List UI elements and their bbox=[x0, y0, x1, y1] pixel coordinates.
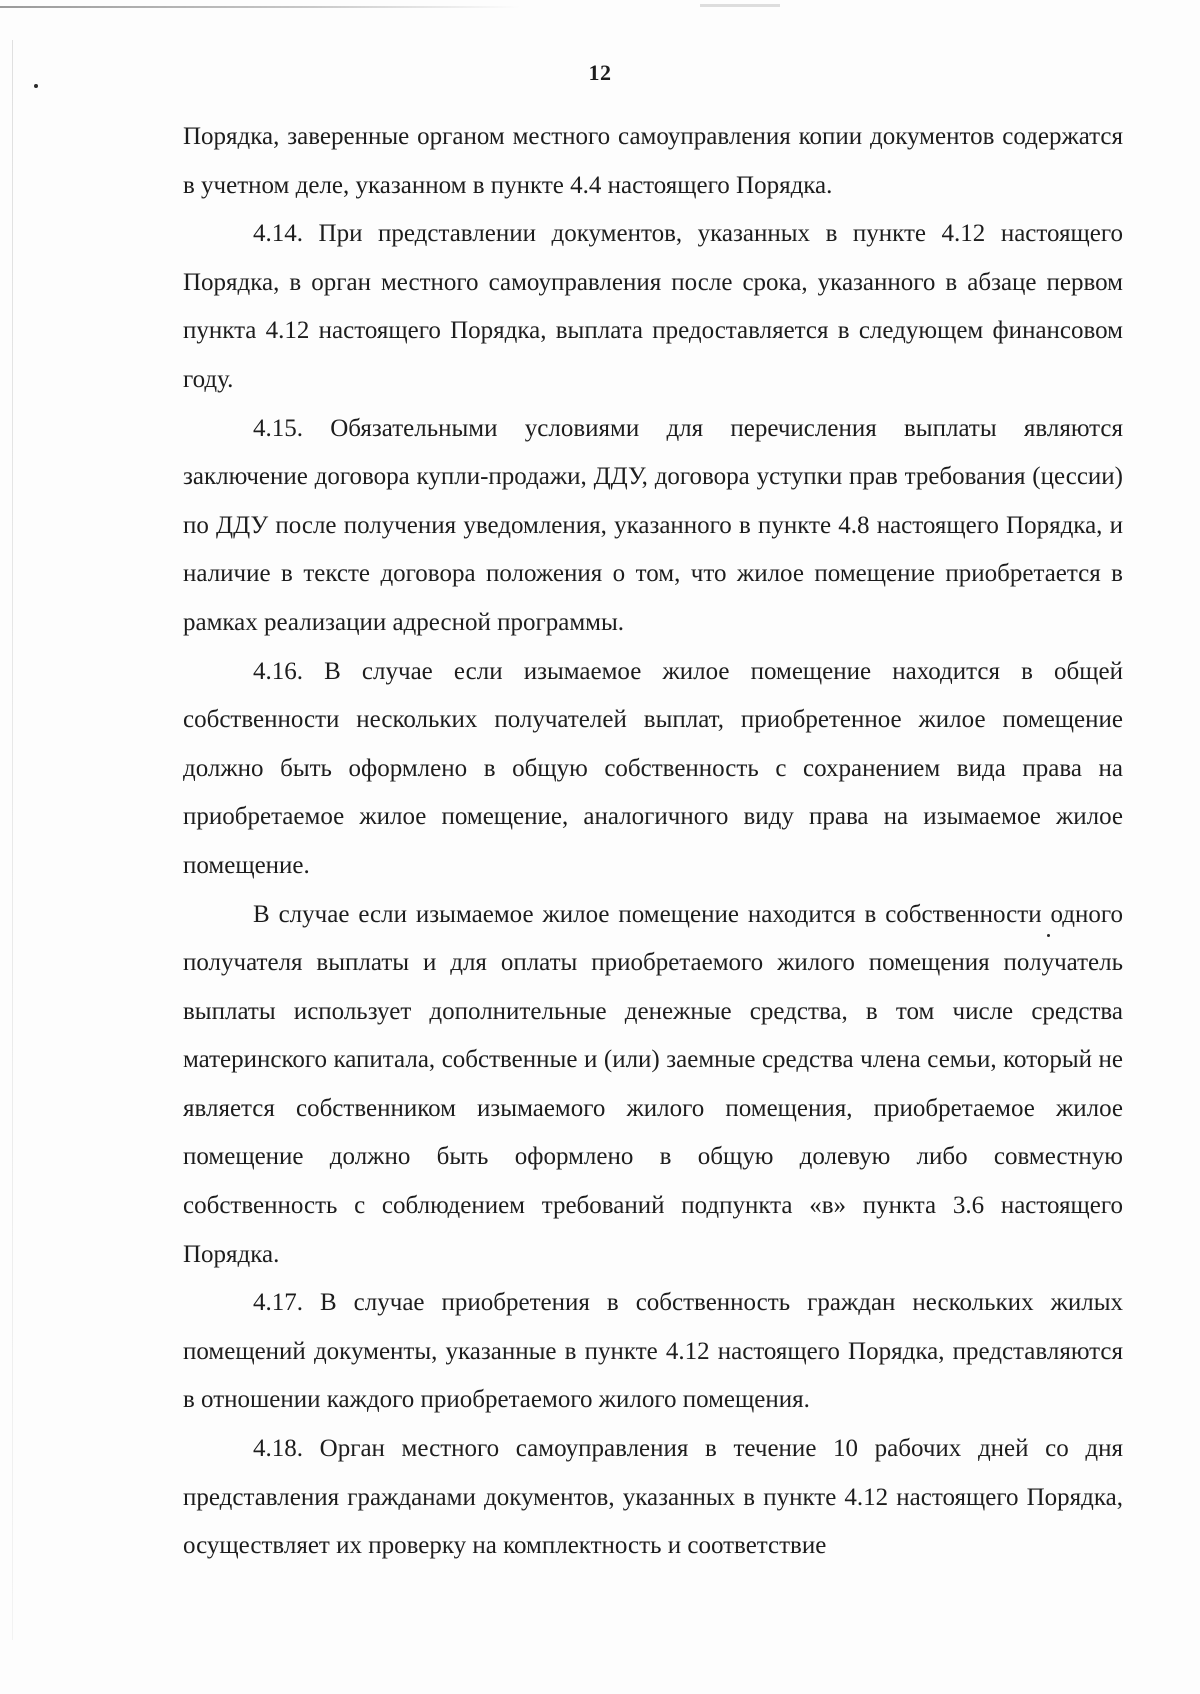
paragraph-4-16: 4.16. В случае если изымаемое жилое помещение находится в общей собственности нескольких получателей выплат, приобретенное жилое помещение должно быть оформлено в общую собственность с сохранением вида права на приобретаемое жилое помещение, аналогичного виду права на изымаемое жилое помещение. bbox=[183, 657, 1123, 879]
paragraph-4-16-second: В случае если изымаемое жилое помещение находится в собственности одного получателя выплаты и для оплаты приобретаемого жилого помещения получатель выплаты использует дополнительные денежные средства, в том числе средства материнского капитала, собственные и (или) заемные средства члена семьи, который не является собственником изымаемого жилого помещения, приобретаемое жилое помещение должно быть оформлено в общую долевую либо совместную собственность с соблюдением требований подпункта «в» пункта 3.6 настоящего Порядка. bbox=[183, 900, 1123, 1268]
scan-artifact-line bbox=[0, 6, 520, 8]
document-body bbox=[183, 113, 1123, 1571]
scan-edge bbox=[12, 40, 13, 1640]
page-number: 12 bbox=[588, 60, 612, 85]
paragraph-continuation: Порядка, заверенные органом местного самоуправления копии документов содержатся в учетном деле, указанном в пункте 4.4 настоящего Порядка. bbox=[183, 123, 1123, 199]
scan-artifact-mark bbox=[700, 4, 780, 7]
paragraph-4-18: 4.18. Орган местного самоуправления в течение 10 рабочих дней со дня представления гражданами документов, указанных в пункте 4.12 настоящего Порядка, осуществляет их проверку на комплектность и соответствие bbox=[183, 1435, 1123, 1560]
paragraph-4-17: 4.17. В случае приобретения в собственность граждан нескольких жилых помещений документы, указанные в пункте 4.12 настоящего Порядка, представляются в отношении каждого приобретаемого жилого помещения. bbox=[183, 1289, 1123, 1414]
paragraph-4-14: 4.14. При представлении документов, указанных в пункте 4.12 настоящего Порядка, в орган местного самоуправления после срока, указанного в абзаце первом пункта 4.12 настоящего Порядка, выплата предоставляется в следующем финансовом году. bbox=[183, 220, 1123, 393]
paragraph-4-15: 4.15. Обязательными условиями для перечисления выплаты являются заключение договора купли-продажи, ДДУ, договора уступки прав требования (цессии) по ДДУ после получения уведомления, указанного в пункте 4.8 настоящего Порядка, и наличие в тексте договора положения о том, что жилое помещение приобретается в рамках реализации адресной программы. bbox=[183, 414, 1123, 636]
